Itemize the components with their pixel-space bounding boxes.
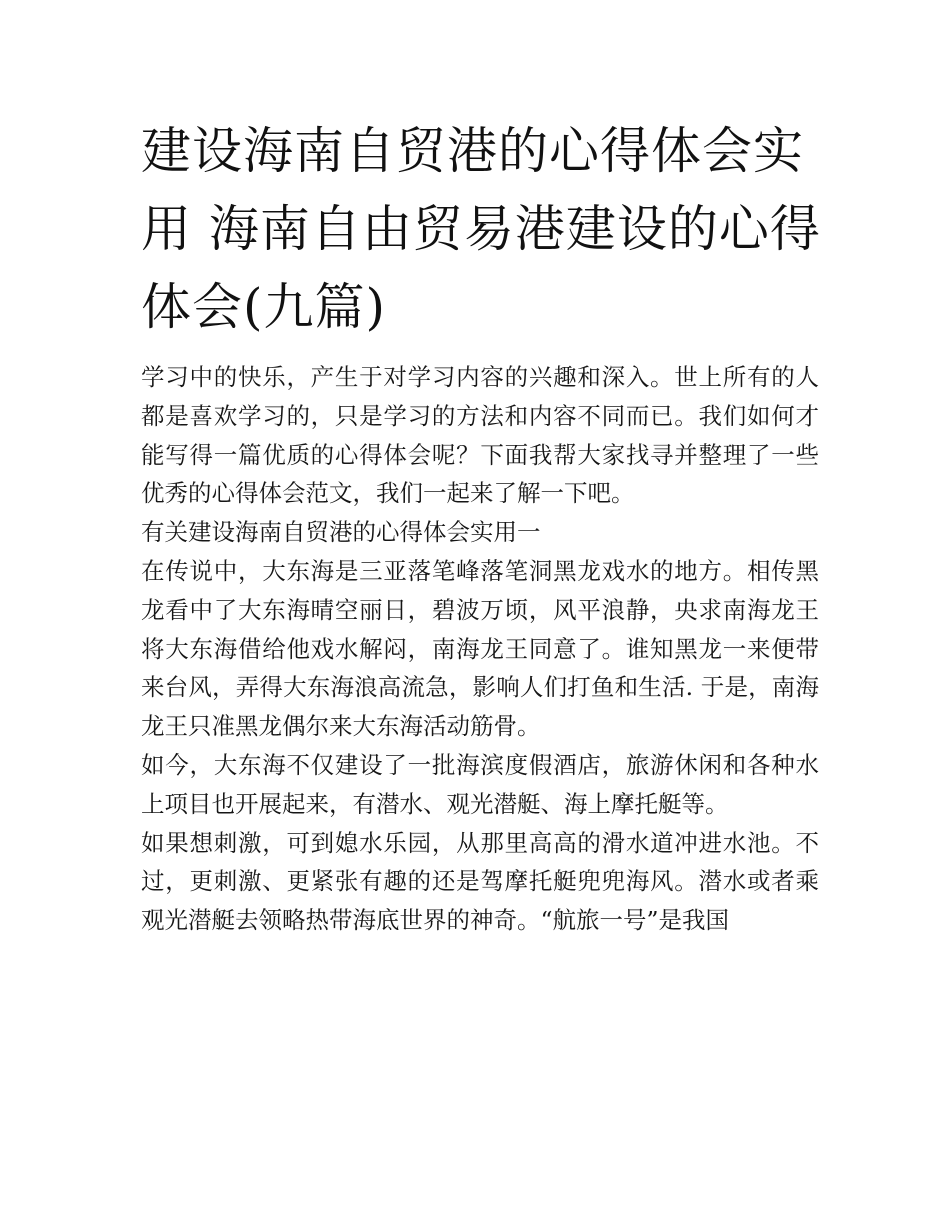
document-title: 建设海南自贸港的心得体会实用 海南自由贸易港建设的心得体会(九篇) [141,122,821,336]
legend-paragraph: 在传说中，大东海是三亚落笔峰落笔洞黑龙戏水的地方。相传黑龙看中了大东海晴空丽日，碧波万顷，风平浪静，央求南海龙王将大东海借给他戏水解闷，南海龙王同意了。谁知黑龙一来便带来台风，弄得大东海浪高流急，影响人们打鱼和生活. 于是，南海龙王只准黑龙偶尔来大东海活动筋骨。 [141,556,819,741]
section-heading: 有关建设海南自贸港的心得体会实用一 [141,518,541,547]
development-paragraph: 如今，大东海不仅建设了一批海滨度假酒店，旅游休闲和各种水上项目也开展起来，有潜水、观光潜艇、海上摩托艇等。 [141,750,819,818]
activities-paragraph: 如果想刺激，可到媳水乐园，从那里高高的滑水道冲进水池。不过，更刺激、更紧张有趣的还是驾摩托艇兜兜海风。潜水或者乘观光潜艇去领略热带海底世界的神奇。“航旅一号”是我国 [141,828,819,935]
document-body [141,358,819,940]
intro-paragraph: 学习中的快乐，产生于对学习内容的兴趣和深入。世上所有的人都是喜欢学习的，只是学习的方法和内容不同而已。我们如何才能写得一篇优质的心得体会呢？下面我帮大家找寻并整理了一些优秀的心得体会范文，我们一起来了解一下吧。 [141,363,819,508]
